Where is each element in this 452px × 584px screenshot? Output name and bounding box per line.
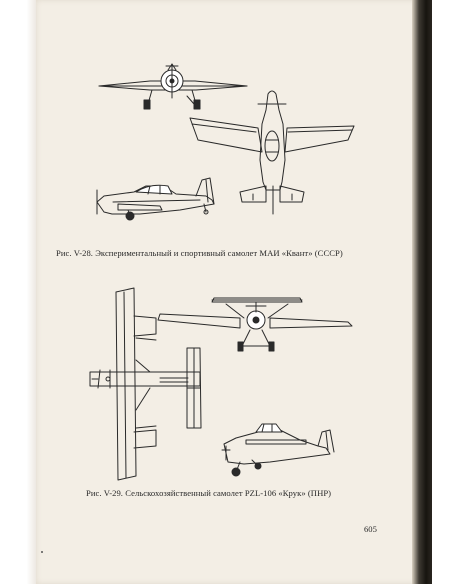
kruk-top-view	[90, 288, 201, 480]
page-number: 605	[364, 524, 377, 534]
figure-caption: Рис. V-28. Экспериментальный и спортивный самолет МАИ «Квант» (СССР)	[56, 248, 343, 258]
kruk-front-view	[158, 298, 352, 351]
figure-caption: Рис. V-29. Сельскохозяйственный самолет PZL-106 «Крук» (ПНР)	[86, 488, 332, 498]
page-speck	[41, 551, 43, 553]
kruk-side-view	[222, 424, 334, 476]
